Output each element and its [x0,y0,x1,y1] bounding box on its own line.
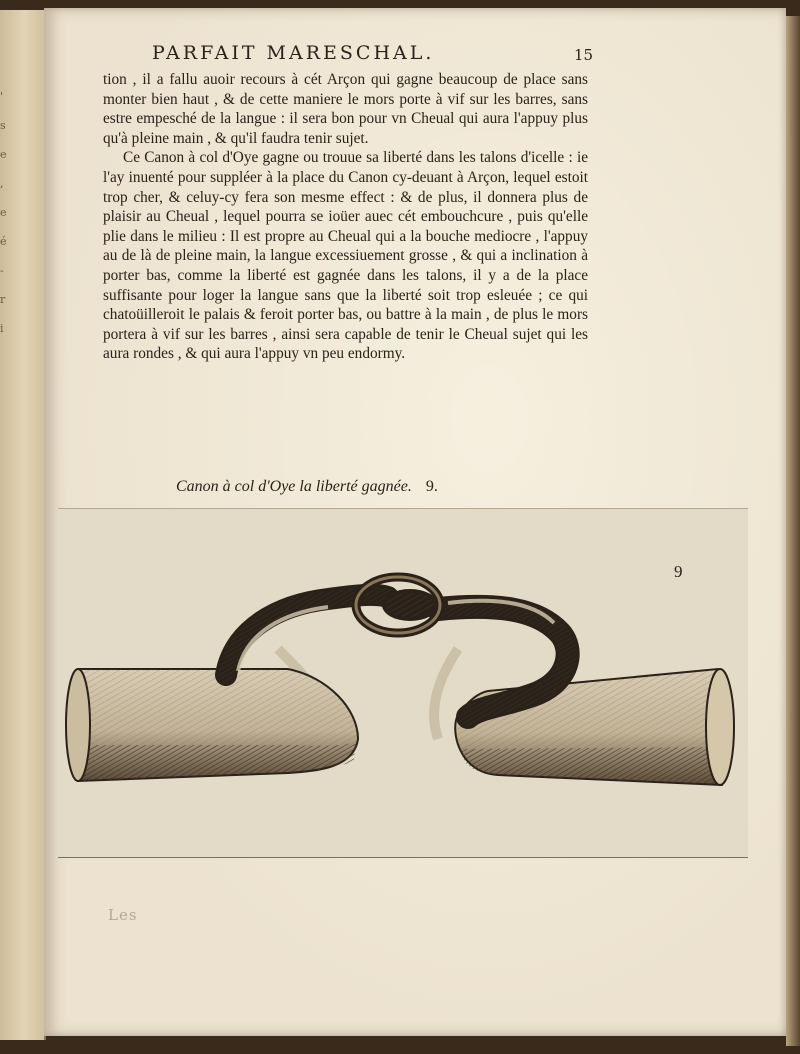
page-number: 15 [574,46,594,64]
right-canon-barrel [455,669,734,785]
figure-caption [176,478,438,496]
body-text [103,70,588,364]
caption-number: 9. [425,478,438,495]
paragraph-1: tion , il a fallu auoir recours à cét Arçon qui gagne beaucoup de place sans monter bien haut , & de cette maniere le mors porte à vif sur les barres, sans estre empesché de la langue : il sera bon pour vn Cheual qui aura l'appuy plus qu'à pleine main , & qu'il faudra tenir sujet. [103,71,588,147]
offset-show-through-text: Les [108,906,138,924]
left-page-marks: ' s e , e é - r i [0,90,7,335]
right-page-edge [786,16,800,1046]
left-canon-barrel [66,669,358,781]
plate-number: 9 [674,562,683,581]
left-goose-neck [226,595,388,675]
left-page-edge [0,10,46,1040]
engraving-plate [58,508,748,858]
caption-text: Canon à col d'Oye la liberté gagnée. [176,478,412,495]
paragraph-2: Ce Canon à col d'Oye gagne ou trouue sa liberté dans les talons d'icelle : ie l'ay inuenté pour suppléer à la place du Canon cy-deuant à Arçon, lequel estoit trop cher, & celuy-cy fera son mesme effect : & de plus, il donnera plus de plaisir au Cheual , lequel pourra se ioüer auec cét embouchcure , puis qu'elle plie dans le milieu : Il est propre au Cheual qui a la bouche mediocre , l'appuy au de là de pleine main, la langue excessiuement grosse , & qui a inclination à porter bas, comme la liberté est gagnée dans les talons, il y a de la place suffisante pour loger la langue sans que la liberté soit trop esleuée ; ce qui chatoüilleroit le palais & feroit porter bas, ou battre à la main , de plus le mors portera à vif sur les barres , ainsi sera capable de tenir le Cheual sujet qui les aura rondes , & qui aura l'appuy vn peu endormy. [103,149,588,363]
bit-mouthpiece-illustration [58,509,748,857]
running-head: PARFAIT MARESCHAL. [152,42,435,64]
